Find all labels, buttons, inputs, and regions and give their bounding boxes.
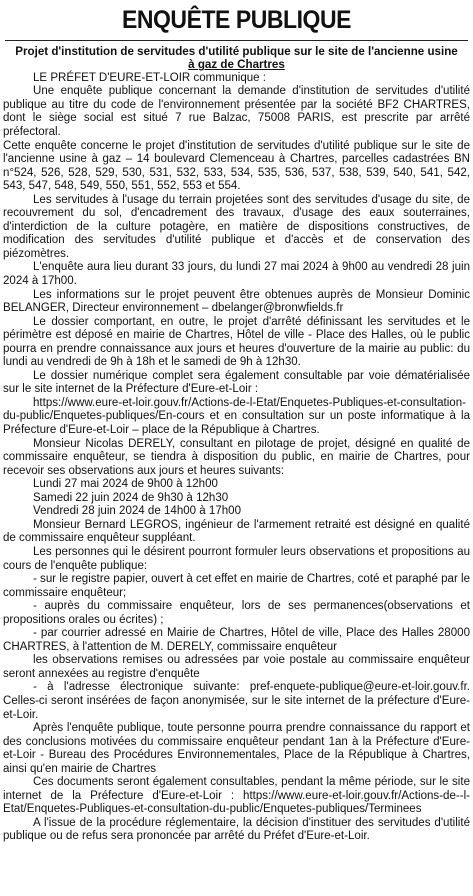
paragraph-scope: Cette enquête concerne le projet d'institution de servitudes d'utilité publique sur le site de l'ancienne usine à gaz – 14 boulevard Clemenceau à Chartres, parcelles cadastrées BN n°524, 526, 528, 529, 530, 531, 532, 533, 534, 535, 536, 537, 538, 539, 540, 541, 542, 543, 547, 548, 549, 550, 551, 552, 553 et 554.: [3, 139, 470, 193]
observation-annex: les observations remises ou adressées par voie postale au commissaire enquêteur seront annexées au registre d'enquête: [3, 654, 470, 680]
title-rule: [5, 40, 468, 41]
paragraph-substitute: Monsieur Bernard LEGROS, ingénieur de l'armement retraité est désigné en qualité de commissaire enquêteur suppléant.: [3, 518, 470, 545]
notice-body: [3, 72, 470, 844]
prefect-intro: LE PRÉFET D'EURE-ET-LOIR communique :: [33, 71, 266, 84]
paragraph-inquiry: Une enquête publique concernant la demande d'institution de servitudes d'utilité publique au titre du code de l'environnement présentée par la société BF2 CHARTRES, dont le siège social est situé 7 rue Balzac, 75008 PARIS, est prescrite par arrêté préfectoral.: [3, 85, 470, 138]
subtitle-line-2: à gaz de Chartres: [188, 58, 285, 72]
paragraph-contact: Les informations sur le projet peuvent être obtenues auprès de Monsieur Dominic BELANGER, Directeur environnement – dbelanger@bronwfields.fr: [3, 288, 470, 315]
observation-mail: - par courrier adressé en Mairie de Chartres, Hôtel de ville, Place des Halles 28000 CHARTRES, à l'attention de M. DERELY, commissaire enquêteur: [3, 627, 470, 653]
paragraph-commissioner: Monsieur Nicolas DERELY, consultant en pilotage de projet, désigné en qualité de commissaire enquêteur, se tiendra à disposition du public, en mairie de Chartres, pour recevoir ses observations aux jours et heures suivants:: [3, 437, 470, 477]
paragraph-observations: Les personnes qui le désirent pourront formuler leurs observations et propositions au cours de l'enquête publique:: [3, 545, 470, 572]
paragraph-duration: L'enquête aura lieu durant 33 jours, du lundi 27 mai 2024 à 9h00 au vendredi 28 juin 2024 à 17h00.: [3, 261, 470, 288]
paragraph-after-inquiry: Après l'enquête publique, toute personne pourra prendre connaissance du rapport et des conclusions motivées du commissaire enquêteur pendant 1an à la Préfecture d'Eure-et-Loir - Bureau des Procédures Environnementales, Place de la République à Chartres, ainsi qu'en mairie de Chartres: [3, 722, 470, 775]
paragraph-servitudes: Les servitudes à l'usage du terrain projetées sont des servitudes d'usage du site, de recouvrement du sol, d'encadrement des travaux, d'usage des eaux souterraines, d'interdiction de la culture potagère, en matière de dispositions constructives, de modification des servitudes d'utilité publique et d'accès et de conservation des piézomètres.: [3, 193, 470, 260]
paragraph-documents-online: Ces documents seront également consultables, pendant la même période, sur le site internet de la Préfecture d'Eure-et-Loir : https://www.eure-et-loir.gouv.fr/Actions-de--l-Etat/Enquetes-Publiques-et-consultation-du-public/Enquetes-publiques/Terminees: [3, 776, 470, 816]
observation-register: - sur le registre papier, ouvert à cet effet en mairie de Chartres, coté et paraphé par le commissaire enquêteur;: [3, 573, 470, 599]
permanence-2: Samedi 22 juin 2024 de 9h30 à 12h30: [33, 491, 229, 504]
paragraph-url: https://www.eure-et-loir.gouv.fr/Actions-de-l-Etat/Enquetes-Publiques-et-consultation-du-public/Enquetes-publiques/En-cours et en consultation sur un poste informatique à la Préfecture d'Eure-et-Loir – place de la République à Chartres.: [3, 396, 470, 437]
observation-email: - à l'adresse électronique suivante: pref-enquete-publique@eure-et-loir.gouv.fr. Celles-ci seront insérées de façon anonymisée, sur le site internet de la préfecture d'Eure-et-Loir.: [3, 681, 470, 721]
permanence-3: Vendredi 28 juin 2024 de 14h00 à 17h00: [33, 505, 242, 518]
notice-title: ENQUÊTE PUBLIQUE: [121, 6, 352, 34]
notice-subtitle: [3, 45, 470, 72]
paragraph-decision: A l'issue de la procédure réglementaire, la décision d'instituer des servitudes d'utilité publique ou de refus sera prononcée par arrêté du Préfet d'Eure-et-Loir.: [3, 816, 470, 843]
observation-permanences: - auprès du commissaire enquêteur, lors de ses permanences(observations et propositions orales ou écrites) ;: [3, 600, 470, 626]
permanence-1: Lundi 27 mai 2024 de 9h00 à 12h00: [33, 478, 218, 491]
paragraph-dossier: Le dossier comportant, en outre, le projet d'arrêté définissant les servitudes et le périmètre est déposé en mairie de Chartres, Hôtel de ville - Place des Halles, où le public pourra en prendre connaissance aux jours et heures d'ouverture de la mairie au public: du lundi au vendredi de 9h à 18h et le samedi de 9h à 12h30.: [3, 315, 470, 369]
paragraph-digital: Le dossier numérique complet sera également consultable par voie dématérialisée sur le site internet de la Préfecture d'Eure-et-Loir :: [3, 369, 470, 396]
subtitle-line-1: Projet d'institution de servitudes d'utilité publique sur le site de l'ancienne usine: [15, 45, 458, 58]
